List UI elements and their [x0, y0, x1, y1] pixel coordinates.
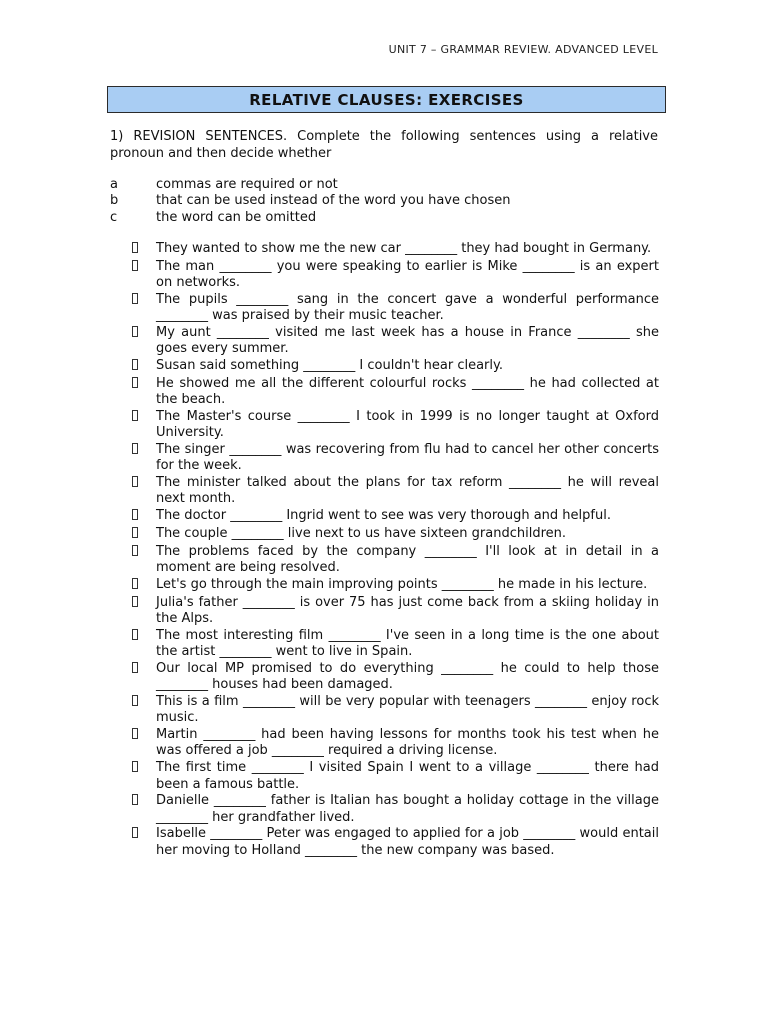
- square-bullet-icon: [132, 827, 138, 838]
- square-bullet-icon: [132, 377, 138, 388]
- square-bullet-icon: [132, 443, 138, 454]
- option-item: [110, 193, 658, 209]
- sentence-text: Isabelle ________ Peter was engaged to applied for a job ________ would entail her moving to Holland ________ the new company was based.: [156, 826, 659, 858]
- sentence-text: Our local MP promised to do everything ________ he could to help those ________ houses had been damaged.: [156, 660, 659, 693]
- square-bullet-icon: [132, 662, 138, 673]
- square-bullet-icon: [132, 527, 138, 538]
- sentence-item: [110, 826, 659, 859]
- sentence-item: [110, 577, 659, 594]
- square-bullet-icon: [132, 476, 138, 487]
- square-bullet-icon: [132, 410, 138, 421]
- option-letter: c: [110, 209, 118, 225]
- sentence-item: [110, 475, 659, 508]
- sentence-item: [110, 292, 659, 325]
- sentence-item: [110, 694, 659, 727]
- sentence-item: [110, 544, 659, 577]
- sentence-item: [110, 325, 659, 358]
- sentence-text: The problems faced by the company ________ I'll look at in detail in a moment are being resolved.: [156, 543, 659, 576]
- square-bullet-icon: [132, 260, 138, 271]
- sentence-item: [110, 259, 659, 292]
- sentence-text: This is a film ________ will be very popular with teenagers ________ enjoy rock music.: [156, 694, 659, 726]
- square-bullet-icon: [132, 326, 138, 337]
- option-item: [110, 210, 658, 226]
- unit-header: UNIT 7 – GRAMMAR REVIEW. ADVANCED LEVEL: [388, 43, 658, 56]
- sentence-text: Martin ________ had been having lessons for months took his test when he was offered a job ________ required a driving license.: [156, 727, 659, 759]
- square-bullet-icon: [132, 242, 138, 253]
- square-bullet-icon: [132, 629, 138, 640]
- sentence-text: My aunt ________ visited me last week has a house in France ________ she goes every summer.: [156, 324, 659, 357]
- options-list: [110, 177, 658, 226]
- sentence-item: [110, 760, 659, 793]
- option-letter: b: [110, 193, 119, 209]
- sentence-text: The man ________ you were speaking to earlier is Mike ________ is an expert on networks.: [156, 258, 659, 291]
- option-text: the word can be omitted: [156, 209, 317, 225]
- square-bullet-icon: [132, 509, 138, 520]
- square-bullet-icon: [132, 695, 138, 706]
- sentence-text: The Master's course ________ I took in 1999 is no longer taught at Oxford University.: [156, 408, 659, 441]
- sentence-text: The singer ________ was recovering from flu had to cancel her other concerts for the week.: [156, 442, 659, 474]
- sentence-text: The most interesting film ________ I've seen in a long time is the one about the artist ________ went to live in Spain.: [156, 627, 659, 660]
- sentence-item: [110, 376, 659, 409]
- square-bullet-icon: [132, 761, 138, 772]
- sentence-item: [110, 442, 659, 475]
- sentence-item: [110, 595, 659, 628]
- sentence-item: [110, 358, 659, 375]
- option-text: that can be used instead of the word you have chosen: [156, 193, 511, 209]
- option-letter: a: [110, 177, 118, 192]
- sentence-item: [110, 793, 659, 826]
- option-item: [110, 177, 658, 193]
- sentence-item: [110, 508, 659, 525]
- page-title: RELATIVE CLAUSES: EXERCISES: [249, 90, 524, 109]
- square-bullet-icon: [132, 578, 138, 589]
- square-bullet-icon: [132, 728, 138, 739]
- sentence-item: [110, 241, 659, 258]
- sentence-item: [110, 526, 659, 543]
- square-bullet-icon: [132, 359, 138, 370]
- sentence-text: The minister talked about the plans for tax reform ________ he will reveal next month.: [156, 475, 659, 507]
- sentence-text: The first time ________ I visited Spain I went to a village ________ there had been a famous battle.: [156, 760, 659, 792]
- exercise-instructions: 1) REVISION SENTENCES. Complete the following sentences using a relative pronoun and then decide whether: [110, 129, 658, 161]
- sentence-text: Danielle ________ father is Italian has bought a holiday cottage in the village ________ her grandfather lived.: [156, 793, 659, 825]
- sentence-item: [110, 409, 659, 442]
- sentence-text: Susan said something ________ I couldn't hear clearly.: [156, 358, 503, 374]
- sentence-item: [110, 727, 659, 760]
- square-bullet-icon: [132, 293, 138, 304]
- sentence-text: The pupils ________ sang in the concert gave a wonderful performance ________ was praised by their music teacher.: [156, 291, 659, 324]
- square-bullet-icon: [132, 794, 138, 805]
- square-bullet-icon: [132, 545, 138, 556]
- title-banner: [107, 86, 666, 113]
- sentence-text: They wanted to show me the new car ________ they had bought in Germany.: [156, 241, 652, 256]
- sentence-item: [110, 661, 659, 694]
- sentence-list: [110, 241, 659, 859]
- sentence-text: He showed me all the different colourful rocks ________ he had collected at the beach.: [156, 375, 659, 408]
- sentence-text: Let's go through the main improving points ________ he made in his lecture.: [156, 576, 648, 592]
- sentence-item: [110, 628, 659, 661]
- option-text: commas are required or not: [156, 177, 338, 192]
- sentence-text: Julia's father ________ is over 75 has just come back from a skiing holiday in the Alps.: [156, 594, 659, 627]
- square-bullet-icon: [132, 596, 138, 607]
- sentence-text: The couple ________ live next to us have sixteen grandchildren.: [156, 526, 567, 542]
- sentence-text: The doctor ________ Ingrid went to see was very thorough and helpful.: [156, 508, 611, 524]
